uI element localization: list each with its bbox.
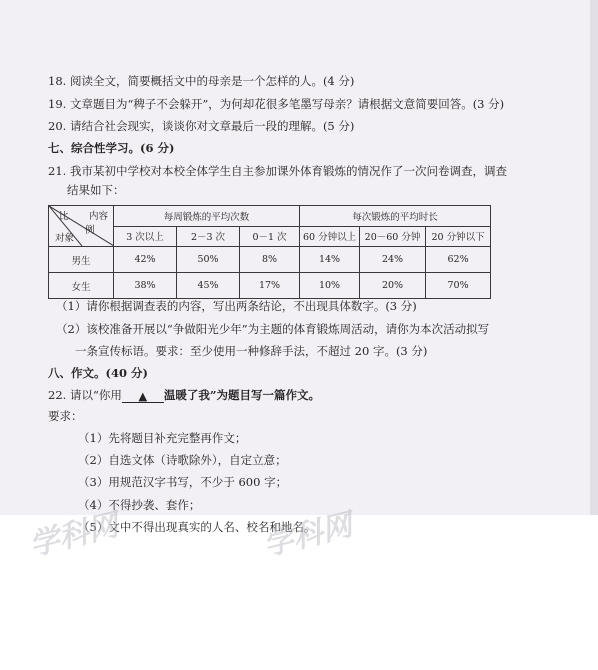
question-20: 20. 请结合社会现实，谈谈你对文章最后一段的理解。(5 分): [48, 119, 355, 133]
table-cell: 42%: [114, 247, 177, 273]
question-21-line2: 结果如下：: [67, 183, 125, 197]
page-edge-shadow: [590, 0, 598, 515]
row-label: 女生: [49, 273, 114, 299]
watermark: 学科网: [259, 507, 356, 564]
col-header: 20 分钟以下: [426, 226, 491, 247]
sub-question-2-line1: （2）该校准备开展以“争做阳光少年”为主题的体育锻炼周活动，请你为本次活动拟写: [56, 322, 490, 336]
table-row: [49, 247, 491, 273]
requirement-5: （5）文中不得出现真实的人名、校名和地名。: [78, 520, 316, 534]
corner-label-bi: 比: [59, 211, 69, 222]
col-header: 0－1 次: [240, 226, 300, 247]
title-blank: ▲: [122, 388, 164, 403]
group-header-session-duration: 每次锻炼的平均时长: [300, 206, 491, 227]
sub-question-1: （1）请你根据调查表的内容，写出两条结论，不出现具体数字。(3 分): [56, 299, 417, 313]
sub-question-2-line2: 一条宣传标语。要求：至少使用一种修辞手法，不超过 20 字。(3 分): [75, 344, 428, 358]
section-8-heading: 八、作文。(40 分): [48, 366, 148, 380]
question-22-suffix: 温暖了我”为题目写一篇作文。: [163, 388, 320, 402]
table-cell: 10%: [300, 273, 360, 299]
requirement-4: （4）不得抄袭、套作；: [78, 498, 201, 512]
question-21-line1: 21. 我市某初中学校对本校全体学生自主参加课外体育锻炼的情况作了一次问卷调查，调查: [48, 164, 507, 178]
survey-table: [48, 205, 491, 299]
watermark: 学科网: [25, 507, 122, 564]
corner-label-li: 例: [85, 225, 95, 236]
col-header: 60 分钟以上: [300, 226, 360, 247]
requirements-label: 要求：: [48, 409, 83, 423]
table-row: [49, 273, 491, 299]
col-header: 3 次以上: [114, 226, 177, 247]
table-cell: 50%: [177, 247, 240, 273]
corner-label-content: 内容: [89, 211, 109, 222]
corner-label-object: 对象: [55, 233, 75, 244]
question-19: 19. 文章题目为“稗子不会躲开”，为何却花很多笔墨写母亲？请根据文意简要回答。(3 分): [48, 97, 505, 111]
section-7-heading: 七、综合性学习。(6 分): [48, 141, 175, 155]
table-corner-cell: [49, 206, 114, 247]
table-cell: 45%: [177, 273, 240, 299]
table-cell: 8%: [240, 247, 300, 273]
table-cell: 62%: [426, 247, 491, 273]
question-18: 18. 阅读全文，简要概括文中的母亲是一个怎样的人。(4 分): [48, 74, 355, 88]
table-cell: 70%: [426, 273, 491, 299]
table-cell: 17%: [240, 273, 300, 299]
requirement-2: （2）自选文体（诗歌除外），自定立意；: [78, 453, 287, 467]
col-header: 20－60 分钟: [360, 226, 426, 247]
table-cell: 24%: [360, 247, 426, 273]
table-cell: 14%: [300, 247, 360, 273]
group-header-weekly-count: 每周锻炼的平均次数: [114, 206, 300, 227]
col-header: 2－3 次: [177, 226, 240, 247]
table-cell: 20%: [360, 273, 426, 299]
requirement-1: （1）先将题目补充完整再作文；: [78, 431, 247, 445]
question-22: [48, 387, 320, 403]
question-22-prefix: 22. 请以“你用: [48, 388, 122, 402]
row-label: 男生: [49, 247, 114, 273]
table-cell: 38%: [114, 273, 177, 299]
requirement-3: （3）用规范汉字书写，不少于 600 字；: [78, 475, 288, 489]
